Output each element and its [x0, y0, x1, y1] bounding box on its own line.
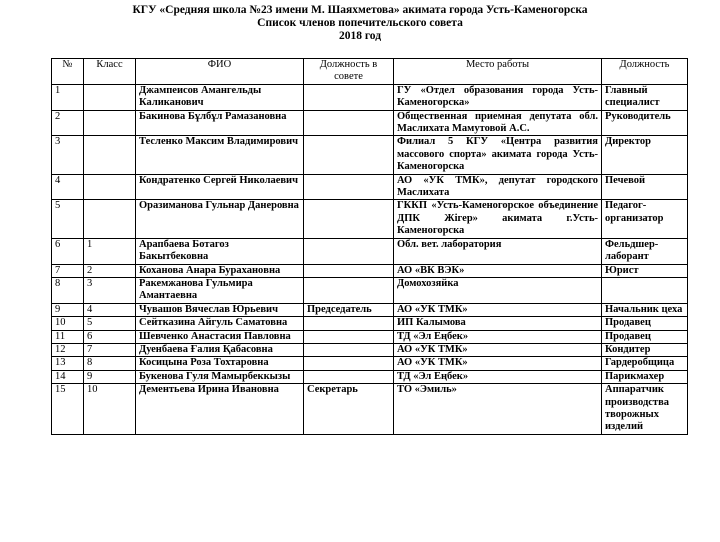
table-row [52, 343, 688, 356]
cell-council-position [304, 264, 394, 277]
cell-class: 9 [84, 370, 136, 383]
table-row [52, 357, 688, 370]
cell-workplace: АО «УК ТМК» [394, 303, 602, 316]
cell-name: Коханова Анара Бураханoвна [136, 264, 304, 277]
cell-job-title: Кондитер [602, 343, 688, 356]
cell-number: 11 [52, 330, 84, 343]
cell-class [84, 136, 136, 174]
cell-council-position [304, 84, 394, 110]
cell-class: 3 [84, 277, 136, 303]
cell-job-title: Аппаратчик производства творожных изделий [602, 384, 688, 435]
cell-workplace: Обл. вет. лаборатория [394, 238, 602, 264]
cell-class: 10 [84, 384, 136, 435]
cell-class: 8 [84, 357, 136, 370]
cell-name: Тесленко Максим Владимирович [136, 136, 304, 174]
cell-council-position [304, 317, 394, 330]
cell-job-title: Педагог-организатор [602, 200, 688, 238]
cell-number: 5 [52, 200, 84, 238]
cell-job-title: Руководитель [602, 110, 688, 136]
cell-class [84, 110, 136, 136]
cell-number: 14 [52, 370, 84, 383]
cell-class [84, 84, 136, 110]
cell-class: 1 [84, 238, 136, 264]
cell-workplace: Домохозяйка [394, 277, 602, 303]
cell-name: Чувашов Вячеслав Юрьевич [136, 303, 304, 316]
cell-council-position [304, 277, 394, 303]
cell-workplace: АО «ВК ВЭК» [394, 264, 602, 277]
cell-council-position [304, 200, 394, 238]
column-header-name: ФИО [136, 59, 304, 85]
cell-name: Оразиманова Гульнар Данеровна [136, 200, 304, 238]
cell-workplace: Общественная приемная депутата обл. Маслихата Мамутовой А.С. [394, 110, 602, 136]
cell-job-title: Фельдшер-лаборант [602, 238, 688, 264]
cell-job-title: Юрист [602, 264, 688, 277]
cell-name: Дементьева Ирина Ивановна [136, 384, 304, 435]
cell-class [84, 174, 136, 200]
cell-job-title: Продавец [602, 330, 688, 343]
cell-council-position [304, 330, 394, 343]
cell-name: Дуенбаева Ғалия Қабасовна [136, 343, 304, 356]
table-row [52, 303, 688, 316]
cell-number: 12 [52, 343, 84, 356]
cell-workplace: ИП Калымова [394, 317, 602, 330]
cell-job-title: Парикмахер [602, 370, 688, 383]
cell-number: 2 [52, 110, 84, 136]
table-row [52, 277, 688, 303]
cell-name: Букенова Гуля Мамырбеккызы [136, 370, 304, 383]
cell-number: 8 [52, 277, 84, 303]
cell-class: 7 [84, 343, 136, 356]
cell-class: 2 [84, 264, 136, 277]
cell-workplace: ТД «Эл Еңбек» [394, 370, 602, 383]
table-row [52, 317, 688, 330]
cell-number: 7 [52, 264, 84, 277]
cell-class: 6 [84, 330, 136, 343]
cell-name: Сейтказина Айгуль Саматовна [136, 317, 304, 330]
cell-council-position [304, 238, 394, 264]
cell-number: 10 [52, 317, 84, 330]
document-title: КГУ «Средняя школа №23 имени М. Шаяхметова» акимата города Усть-Каменогорска [132, 4, 588, 16]
cell-class [84, 200, 136, 238]
cell-class: 4 [84, 303, 136, 316]
cell-council-position [304, 174, 394, 200]
cell-number: 1 [52, 84, 84, 110]
cell-council-position [304, 370, 394, 383]
cell-name: Кондратенко Сергей Николаевич [136, 174, 304, 200]
cell-class: 5 [84, 317, 136, 330]
table-row [52, 174, 688, 200]
cell-workplace: ГККП «Усть-Каменогорское объединение ДПК Жігер» акимата г.Усть-Каменогорска [394, 200, 602, 238]
table-row [52, 370, 688, 383]
table-row [52, 136, 688, 174]
cell-workplace: Филиал 5 КГУ «Центра развития массового спорта» акимата города Усть-Каменогорска [394, 136, 602, 174]
document-header [0, 4, 720, 43]
members-table [51, 58, 688, 435]
cell-number: 3 [52, 136, 84, 174]
column-header-workplace: Место работы [394, 59, 602, 85]
cell-name: Шевченко Анастасия Павловна [136, 330, 304, 343]
column-header-council-position: Должность в совете [304, 59, 394, 85]
column-header-number: № [52, 59, 84, 85]
column-header-job-title: Должность [602, 59, 688, 85]
cell-workplace: ТО «Эмиль» [394, 384, 602, 435]
cell-number: 15 [52, 384, 84, 435]
cell-job-title: Директор [602, 136, 688, 174]
cell-name: Ракемжанова Гульмира Амантаевна [136, 277, 304, 303]
cell-job-title: Печевой [602, 174, 688, 200]
column-header-class: Класс [84, 59, 136, 85]
table-header-row [52, 59, 688, 85]
cell-job-title: Начальник цеха [602, 303, 688, 316]
cell-workplace: АО «УК ТМК» [394, 357, 602, 370]
table-row [52, 110, 688, 136]
cell-workplace: АО «УК ТМК» [394, 343, 602, 356]
cell-job-title [602, 277, 688, 303]
cell-name: Джампеисов Амангельды Каликанович [136, 84, 304, 110]
table-row [52, 200, 688, 238]
table-body [52, 84, 688, 434]
cell-number: 4 [52, 174, 84, 200]
table-row [52, 384, 688, 435]
cell-council-position: Секретарь [304, 384, 394, 435]
cell-council-position: Председатель [304, 303, 394, 316]
table-row [52, 264, 688, 277]
document-subtitle: Список членов попечительского совета [257, 17, 463, 29]
cell-workplace: АО «УК ТМК», депутат городского Маслихата [394, 174, 602, 200]
table-row [52, 330, 688, 343]
cell-workplace: ТД «Эл Еңбек» [394, 330, 602, 343]
cell-job-title: Гардеробщица [602, 357, 688, 370]
cell-council-position [304, 110, 394, 136]
cell-workplace: ГУ «Отдел образования города Усть-Каменогорска» [394, 84, 602, 110]
cell-job-title: Главный специалист [602, 84, 688, 110]
table-row [52, 238, 688, 264]
cell-name: Арапбаева Ботагоз Бакытбековна [136, 238, 304, 264]
cell-council-position [304, 357, 394, 370]
table-row [52, 84, 688, 110]
cell-name: Бакинова Бұлбұл Рамазановна [136, 110, 304, 136]
cell-number: 13 [52, 357, 84, 370]
cell-council-position [304, 343, 394, 356]
cell-job-title: Продавец [602, 317, 688, 330]
document-year: 2018 год [338, 30, 382, 42]
cell-number: 6 [52, 238, 84, 264]
cell-council-position [304, 136, 394, 174]
cell-name: Косицына Роза Тохтаровна [136, 357, 304, 370]
cell-number: 9 [52, 303, 84, 316]
